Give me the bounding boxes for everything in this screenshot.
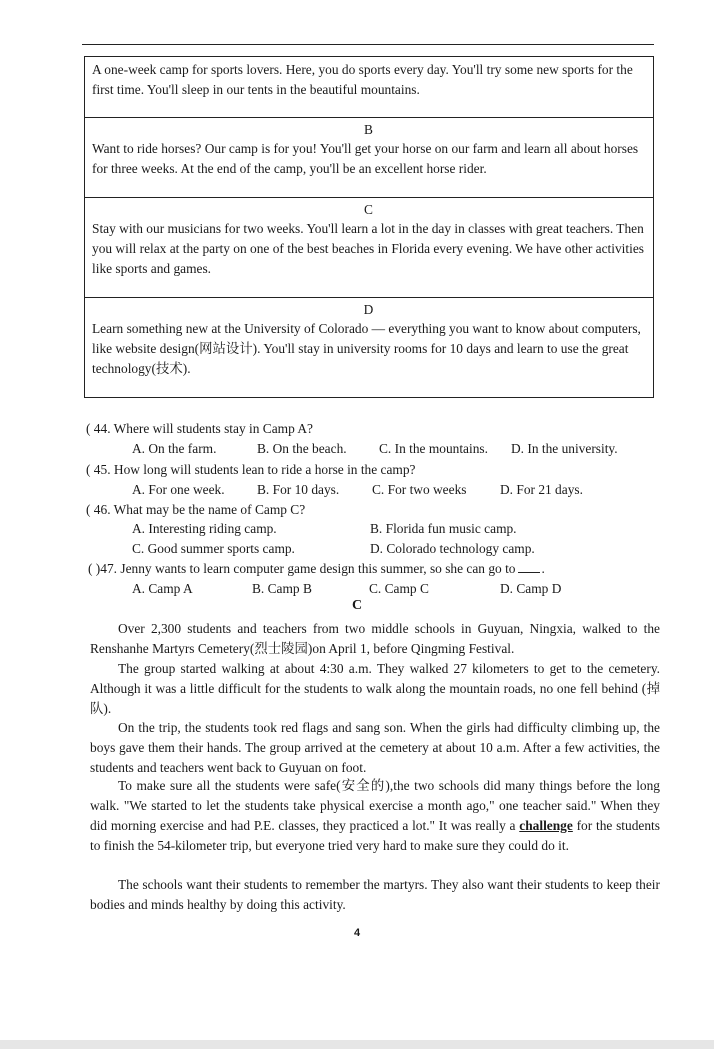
q47-option-d: D. Camp D <box>500 581 562 596</box>
passage-paragraph-3 <box>90 718 660 778</box>
camp-ads-table <box>84 56 654 398</box>
camp-d-letter: D <box>363 302 374 317</box>
camp-b-cell <box>85 117 653 197</box>
camp-a-text: A one-week camp for sports lovers. Here, you do sports every day. You'll try some new sports for the first time. You'll sleep in our tents in the beautiful mountains. <box>92 62 633 97</box>
top-rule <box>82 44 654 45</box>
paragraph-4-text-end: for the students to finish the 54-kilometer trip, but everyone tried very hard to make sure they could do it. <box>90 818 660 853</box>
q45-option-d: D. For 21 days. <box>500 482 583 497</box>
camp-d-text: Learn something new at the University of Colorado — everything you want to know about computers, like website design(网站设计). You'll stay in university rooms for 10 days and learn to use the great technology(技术). <box>92 321 641 376</box>
camp-c-letter: C <box>364 202 373 217</box>
q46-option-a: A. Interesting riding camp. <box>132 521 277 536</box>
q45-option-c: C. For two weeks <box>372 482 467 497</box>
passage-paragraph-5 <box>90 875 660 915</box>
passage-letter: C <box>351 598 363 613</box>
question-47-end: . <box>541 561 545 576</box>
passage-paragraph-1 <box>90 619 660 659</box>
answer-blank <box>518 572 540 573</box>
paragraph-4-text: To make sure all the students were safe(安全的),the two schools did many things before the long walk. "We started to let the students take physical exercise a month ago," one teacher said." When they did morning exercise and had P.E. classes, they practiced a lot." It was really a <box>90 778 660 833</box>
bottom-bar <box>0 1040 714 1049</box>
q45-option-a: A. For one week. <box>132 482 225 497</box>
paragraph-5-text: The schools want their students to remember the martyrs. They also want their students to keep their bodies and minds healthy by doing this activity. <box>90 877 660 912</box>
q44-option-d: D. In the university. <box>511 441 618 456</box>
q47-option-a: A. Camp A <box>132 581 193 596</box>
q46-option-c: C. Good summer sports camp. <box>132 541 295 556</box>
camp-c-cell <box>85 197 653 297</box>
question-44: ( 44. Where will students stay in Camp A? <box>86 421 313 436</box>
camp-b-letter: B <box>364 122 373 137</box>
passage-paragraph-2 <box>90 659 660 719</box>
camp-a-cell <box>85 57 653 117</box>
paragraph-3-text: On the trip, the students took red flags and sang son. When the girls had difficulty climbing up, the boys gave them their hands. The group arrived at the cemetery at about 10 a.m. After a few activities, the students and teachers went back to Guyuan on foot. <box>90 720 660 775</box>
passage-paragraph-4 <box>90 776 660 856</box>
q46-option-d: D. Colorado technology camp. <box>370 541 535 556</box>
q46-option-b: B. Florida fun music camp. <box>370 521 517 536</box>
paragraph-1-text: Over 2,300 students and teachers from two middle schools in Guyuan, Ningxia, walked to the Renshanhe Martyrs Cemetery(烈士陵园)on April 1, before Qingming Festival. <box>90 621 660 656</box>
question-46: ( 46. What may be the name of Camp C? <box>86 502 306 517</box>
q47-option-b: B. Camp B <box>252 581 312 596</box>
camp-d-cell <box>85 297 653 397</box>
q47-option-c: C. Camp C <box>369 581 429 596</box>
paragraph-2-text: The group started walking at about 4:30 a.m. They walked 27 kilometers to get to the cemetery. Although it was a little difficult for the students to walk along the mountain roads, no one fell behind (掉队). <box>90 661 660 716</box>
keyword-challenge: challenge <box>519 818 573 833</box>
q44-option-c: C. In the mountains. <box>379 441 488 456</box>
q44-option-b: B. On the beach. <box>257 441 347 456</box>
page-number: 4 <box>353 927 361 939</box>
q44-option-a: A. On the farm. <box>132 441 217 456</box>
question-47-text: ( )47. Jenny wants to learn computer game design this summer, so she can go to <box>88 561 516 576</box>
camp-b-text: Want to ride horses? Our camp is for you! You'll get your horse on our farm and learn all about horses for three weeks. At the end of the camp, you'll be an excellent horse rider. <box>92 141 639 176</box>
question-47 <box>88 560 545 578</box>
q45-option-b: B. For 10 days. <box>257 482 340 497</box>
question-45: ( 45. How long will students lean to ride a horse in the camp? <box>86 462 416 477</box>
camp-c-text: Stay with our musicians for two weeks. You'll learn a lot in the day in classes with great teachers. Then you will relax at the party on one of the best beaches in Florida every evening. We have other activities like sports and games. <box>92 221 644 276</box>
